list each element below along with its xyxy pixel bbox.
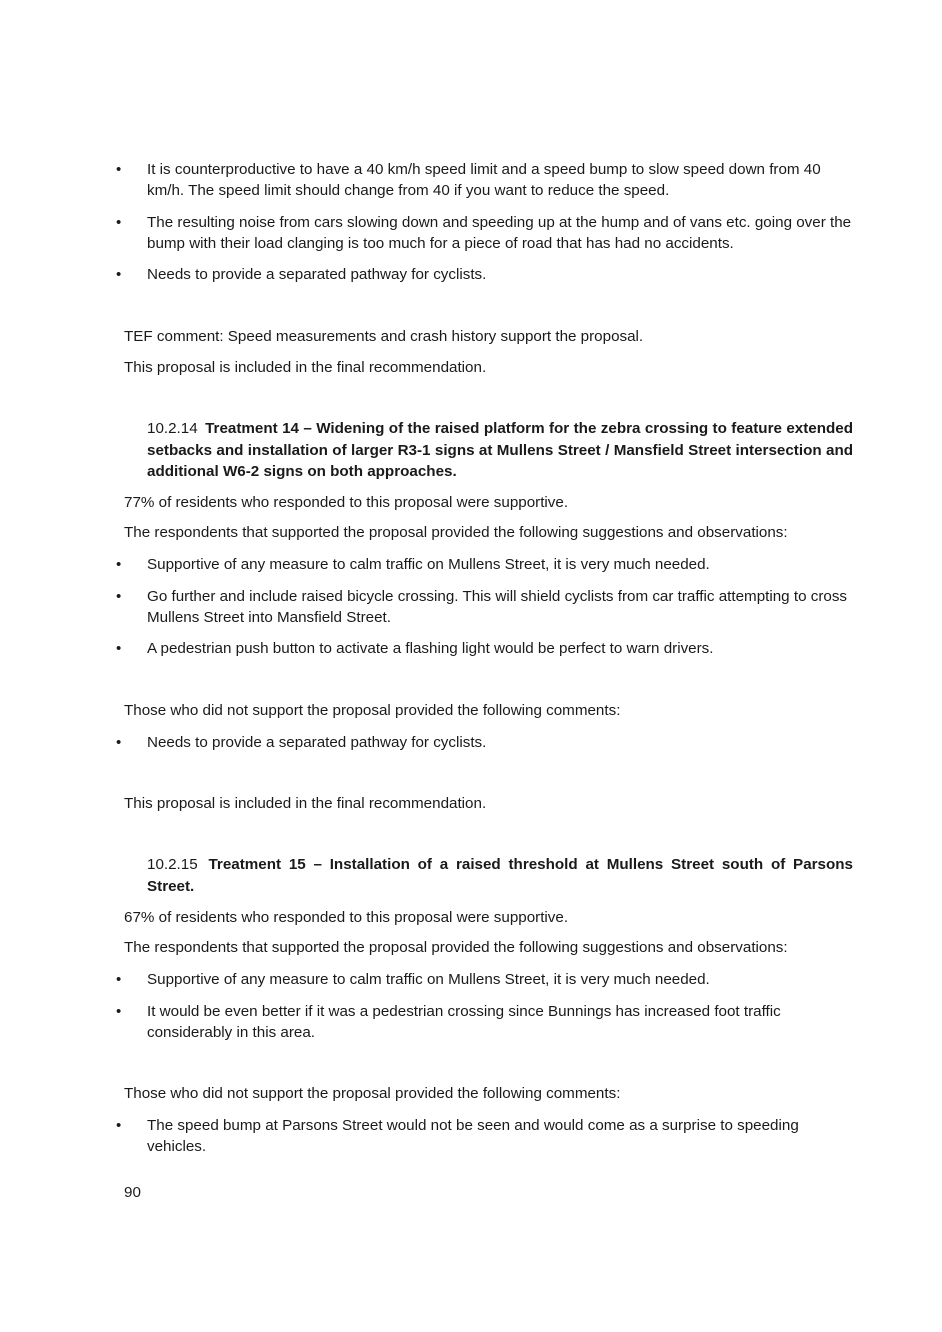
treatment-14-supporters-intro: The respondents that supported the proposal provided the following suggestions and observations:	[124, 524, 788, 541]
treatment-15-supporters-list	[116, 969, 856, 1053]
list-item: • Supportive of any measure to calm traffic on Mullens Street, it is very much needed.	[116, 554, 856, 575]
page-number: 90	[124, 1184, 141, 1201]
treatment-14-title: Treatment 14 – Widening of the raised platform for the zebra crossing to feature extended setbacks and installation of larger R3-1 signs at Mullens Street / Mansfield Street intersection and additional W6-2 signs on both approaches.	[147, 420, 853, 480]
list-item: • Supportive of any measure to calm traffic on Mullens Street, it is very much needed.	[116, 969, 856, 990]
list-item: • The speed bump at Parsons Street would not be seen and would come as a surprise to speeding vehicles.	[116, 1115, 856, 1157]
list-item: • It is counterproductive to have a 40 km/h speed limit and a speed bump to slow speed down from 40 km/h. The speed limit should change from 40 if you want to reduce the speed.	[116, 159, 856, 201]
list-item: • It would be even better if it was a pedestrian crossing since Bunnings has increased foot traffic considerably in this area.	[116, 1001, 856, 1043]
treatment-14-opponents-intro: Those who did not support the proposal provided the following comments:	[124, 702, 621, 719]
treatment-14-conclusion: This proposal is included in the final recommendation.	[124, 795, 487, 812]
treatment-14-heading	[147, 418, 853, 483]
tef-comment: TEF comment: Speed measurements and crash history support the proposal.	[124, 328, 644, 345]
list-item: • Go further and include raised bicycle crossing. This will shield cyclists from car traffic attempting to cross Mullens Street into Mansfield Street.	[116, 586, 856, 628]
treatment-15-opponents-list	[116, 1115, 856, 1168]
treatment-15-support-percentage: 67% of residents who responded to this proposal were supportive.	[124, 909, 569, 926]
treatment-14-supporters-list	[116, 554, 856, 670]
treatment-14-opponents-list	[116, 732, 856, 764]
top-bullet-list	[116, 159, 856, 296]
treatment-15-supporters-intro: The respondents that supported the proposal provided the following suggestions and observations:	[124, 939, 788, 956]
list-item: • Needs to provide a separated pathway for cyclists.	[116, 732, 856, 753]
list-item: • Needs to provide a separated pathway for cyclists.	[116, 264, 856, 285]
treatment-15-title: Treatment 15 – Installation of a raised threshold at Mullens Street south of Parsons Street.	[147, 856, 853, 895]
list-item: • A pedestrian push button to activate a flashing light would be perfect to warn drivers.	[116, 638, 856, 659]
list-item: • The resulting noise from cars slowing down and speeding up at the hump and of vans etc. going over the bump with their load clanging is too much for a piece of road that has had no accidents.	[116, 212, 856, 254]
top-conclusion: This proposal is included in the final recommendation.	[124, 359, 487, 376]
treatment-15-number: 10.2.15	[147, 856, 198, 873]
treatment-15-heading	[147, 854, 853, 897]
treatment-14-number: 10.2.14	[147, 420, 198, 437]
treatment-14-support-percentage: 77% of residents who responded to this proposal were supportive.	[124, 494, 569, 511]
treatment-15-opponents-intro: Those who did not support the proposal provided the following comments:	[124, 1085, 621, 1102]
